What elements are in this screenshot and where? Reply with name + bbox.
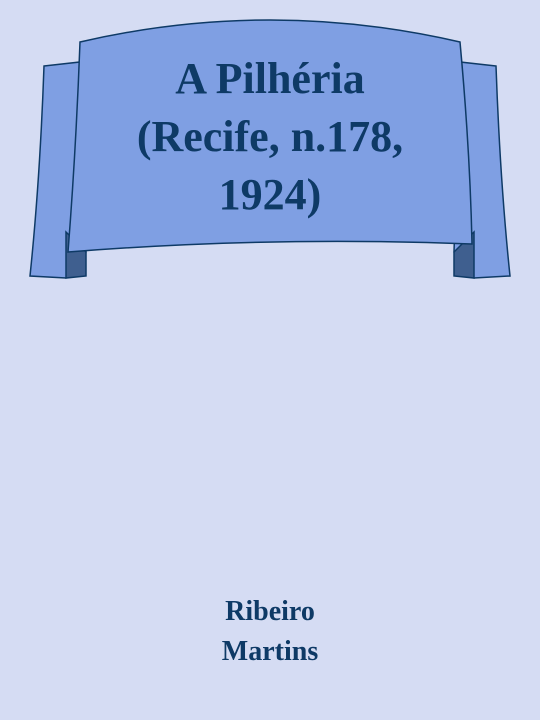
author-line-2: Martins xyxy=(221,636,319,667)
title-line-3: 1924) xyxy=(218,170,322,219)
title-line-2: (Recife, n.178, xyxy=(136,112,404,161)
book-title xyxy=(90,50,450,224)
book-author xyxy=(120,592,420,672)
author-line-1: Ribeiro xyxy=(225,596,315,627)
title-line-1: A Pilhéria xyxy=(175,54,365,103)
